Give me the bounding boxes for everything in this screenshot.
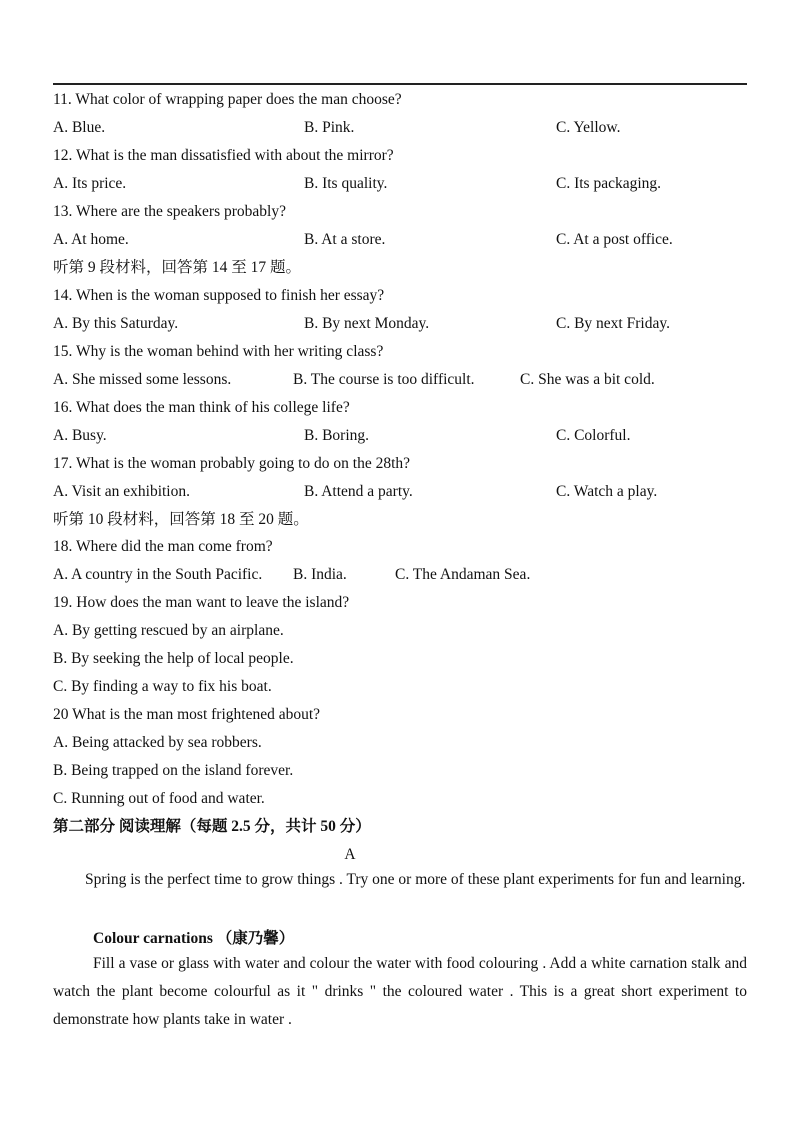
q13-option-b: B. At a store.: [304, 231, 386, 248]
q18-option-b: B. India.: [293, 566, 347, 583]
q20-option-a: A. Being attacked by sea robbers.: [53, 734, 262, 751]
question-12: 12. What is the man dissatisfied with about the mirror?: [53, 147, 394, 164]
q15-option-a: A. She missed some lessons.: [53, 371, 232, 388]
question-19: 19. How does the man want to leave the island?: [53, 594, 350, 611]
top-rule: [53, 83, 747, 85]
question-16: 16. What does the man think of his college life?: [53, 399, 350, 416]
part-2-heading: 第二部分 阅读理解（每题 2.5 分，共计 50 分）: [53, 818, 371, 835]
q17-option-c: C. Watch a play.: [556, 483, 658, 500]
q11-option-c: C. Yellow.: [556, 119, 621, 136]
passage-letter: A: [344, 846, 356, 863]
q14-option-c: C. By next Friday.: [556, 315, 670, 332]
question-17: 17. What is the woman probably going to do on the 28th?: [53, 455, 411, 472]
q19-option-b: B. By seeking the help of local people.: [53, 650, 294, 667]
question-13: 13. Where are the speakers probably?: [53, 203, 286, 220]
q20-option-c: C. Running out of food and water.: [53, 790, 265, 807]
q17-option-a: A. Visit an exhibition.: [53, 483, 190, 500]
q12-option-a: A. Its price.: [53, 175, 127, 192]
q18-option-a: A. A country in the South Pacific.: [53, 566, 263, 583]
q16-option-a: A. Busy.: [53, 427, 107, 444]
q17-option-b: B. Attend a party.: [304, 483, 413, 500]
q12-option-b: B. Its quality.: [304, 175, 388, 192]
q14-option-b: B. By next Monday.: [304, 315, 430, 332]
section-10-instruction: 听第 10 段材料，回答第 18 至 20 题。: [53, 511, 309, 528]
question-20: 20 What is the man most frightened about?: [53, 706, 321, 723]
question-18: 18. Where did the man come from?: [53, 538, 273, 555]
section-9-instruction: 听第 9 段材料，回答第 14 至 17 题。: [53, 259, 302, 276]
q16-option-b: B. Boring.: [304, 427, 370, 444]
q11-option-a: A. Blue.: [53, 119, 106, 136]
question-15: 15. Why is the woman behind with her writing class?: [53, 343, 384, 360]
carnation-subheading: Colour carnations （康乃馨）: [93, 930, 295, 947]
q15-option-b: B. The course is too difficult.: [293, 371, 475, 388]
q19-option-c: C. By finding a way to fix his boat.: [53, 678, 272, 695]
q11-option-b: B. Pink.: [304, 119, 355, 136]
q12-option-c: C. Its packaging.: [556, 175, 662, 192]
q13-option-c: C. At a post office.: [556, 231, 673, 248]
q16-option-c: C. Colorful.: [556, 427, 631, 444]
intro-paragraph: Spring is the perfect time to grow things . Try one or more of these plant experiments for fun and learning.: [85, 871, 746, 888]
q14-option-a: A. By this Saturday.: [53, 315, 179, 332]
question-14: 14. When is the woman supposed to finish her essay?: [53, 287, 385, 304]
q15-option-c: C. She was a bit cold.: [520, 371, 655, 388]
q20-option-b: B. Being trapped on the island forever.: [53, 762, 294, 779]
q13-option-a: A. At home.: [53, 231, 129, 248]
carnation-paragraph: Fill a vase or glass with water and colour the water with food colouring . Add a white carnation stalk and watch the plant become colourful as it " drinks " the coloured water . This is a great short experiment to demonstrate how plants take in water .: [53, 955, 747, 1028]
question-11: 11. What color of wrapping paper does the man choose?: [53, 91, 402, 108]
q18-option-c: C. The Andaman Sea.: [395, 566, 531, 583]
q19-option-a: A. By getting rescued by an airplane.: [53, 622, 284, 639]
